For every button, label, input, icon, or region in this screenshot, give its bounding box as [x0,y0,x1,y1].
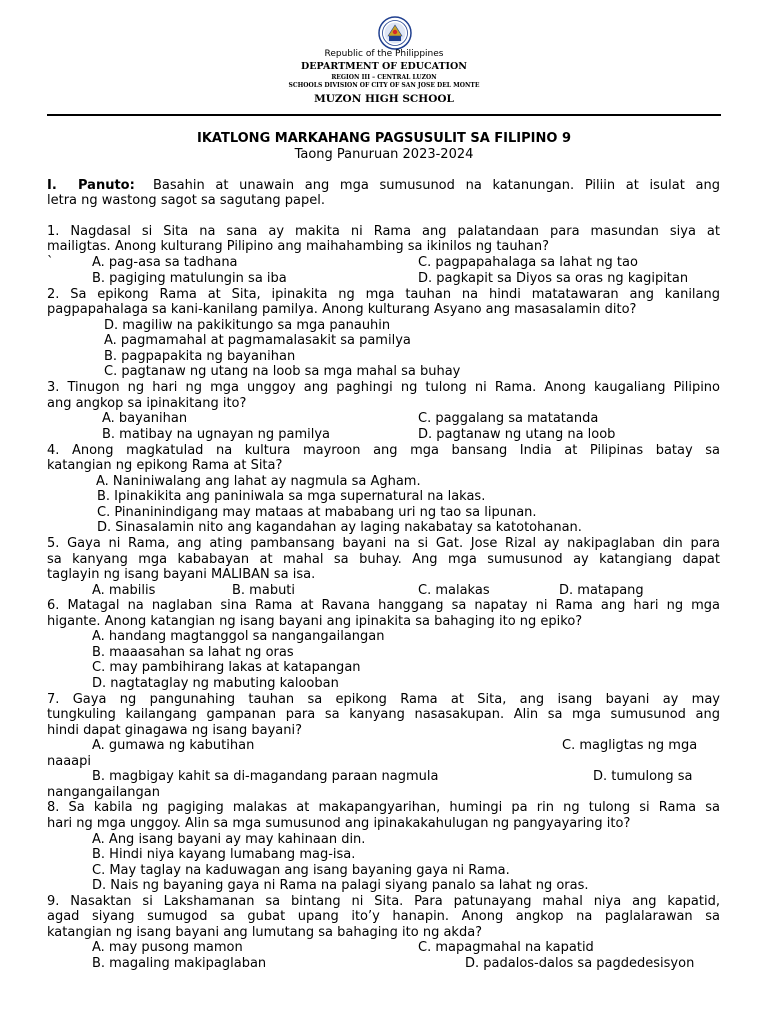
instructions-label: Panuto: [78,178,135,193]
region-line: REGION III – CENTRAL LUZON [331,74,437,81]
q4-option-b: B. Ipinakikita ang paniniwala sa mga supernatural na lakas. [97,489,486,504]
school-year: Taong Panuruan 2023-2024 [294,147,474,162]
q7-option-d-cont: nangangailangan [47,785,161,800]
question-4: 4. Anong magkatulad na kultura mayroon ang mga bansang India at Pilipinas batay sa [47,443,720,458]
q6-option-d: D. nagtataglay ng mabuting kalooban [92,676,339,691]
q5-option-d: D. matapang [559,583,644,598]
question-6-cont: higante. Anong katangian ng isang bayani ang ipinakita sa bahaging ito ng epiko? [47,614,583,629]
q4-option-c: C. Pinaninindigang may mataas at mababang uri ng tao sa lipunan. [97,505,537,520]
question-5-cont: sa kanyang mga kababayan at mahal sa buhay. Ang mga sumusunod ay katangiang dapat [47,552,720,567]
exam-title: IKATLONG MARKAHANG PAGSUSULIT SA FILIPINO 9 [196,131,571,146]
q4-option-a: A. Naniniwalang ang lahat ay nagmula sa Agham. [96,474,421,489]
q1-option-a: A. pag-asa sa tadhana [92,255,238,270]
q7-option-d: D. tumulong sa [593,769,693,784]
question-3: 3. Tinugon ng hari ng mga unggoy ang paghingi ng tulong ni Rama. Anong kaugaliang Pilipino [47,380,720,395]
q1-option-c: C. pagpapahalaga sa lahat ng tao [418,255,638,270]
question-2: 2. Sa epikong Rama at Sita, ipinakita ng mga tauhan na hindi matatawaran ang kanilang [47,287,720,302]
question-7: 7. Gaya ng pangunahing tauhan sa epikong Rama at Sita, ang isang bayani ay may [47,692,720,707]
q7-option-b: B. magbigay kahit sa di-magandang paraan nagmula [92,769,439,784]
question-9-cont: agad siyang sumugod sa gubat upang ito’y hanapin. Anong angkop na paglalarawan sa [47,909,720,924]
q2-option-b: B. pagpapakita ng bayanihan [104,349,296,364]
q3-option-c: C. paggalang sa matatanda [418,411,599,426]
q1-option-b: B. pagiging matulungin sa iba [92,271,287,286]
q2-option-d: D. magiliw na pakikitungo sa mga panauhin [104,318,391,333]
question-1-cont: mailigtas. Anong kulturang Pilipino ang maihahambing sa ikinilos ng tauhan? [47,239,549,254]
q4-option-d: D. Sinasalamin nito ang kagandahan ay laging nakabatay sa katotohanan. [97,520,582,535]
q7-option-c-cont: naaapi [47,754,92,769]
q1-option-d: D. pagkapit sa Diyos sa oras ng kagipitan [418,271,689,286]
header-divider [47,114,721,116]
division-line: SCHOOLS DIVISION OF CITY OF SAN JOSE DEL MONTE [288,82,480,89]
question-3-cont: ang angkop sa ipinakitang ito? [47,396,247,411]
q5-option-a: A. mabilis [92,583,156,598]
question-8: 8. Sa kabila ng pagiging malakas at makapangyarihan, humingi pa rin ng tulong si Rama sa [47,800,720,815]
q5-option-c: C. malakas [418,583,490,598]
question-7-cont2: hindi dapat ginagawa ng isang bayani? [47,723,302,738]
q6-option-c: C. may pambihirang lakas at katapangan [92,660,361,675]
q6-option-b: B. maaasahan sa lahat ng oras [92,645,294,660]
stray-mark: ` [47,255,54,270]
q9-option-a: A. may pusong mamon [92,940,243,955]
q8-option-b: B. Hindi niya kayang lumabang mag-isa. [92,847,356,862]
question-6: 6. Matagal na naglaban sina Rama at Ravana hanggang sa napatay ni Rama ang hari ng mga [47,598,720,613]
question-4-cont: katangian ng epikong Rama at Sita? [47,458,283,473]
q5-option-b: B. mabuti [232,583,296,598]
question-8-cont: hari ng mga unggoy. Alin sa mga sumusunod ang ipinakakahulugan ng pangyayaring ito? [47,816,631,831]
q2-option-a: A. pagmamahal at pagmamalasakit sa pamilya [104,333,411,348]
q7-option-a: A. gumawa ng kabutihan [92,738,255,753]
deped-seal-icon [378,16,412,50]
question-2-cont: pagpapahalaga sa kani-kanilang pamilya. Anong kulturang Asyano ang masasalamin dito? [47,302,637,317]
question-5: 5. Gaya ni Rama, ang ating pambansang bayani na si Gat. Jose Rizal ay nakipaglaban din para [47,536,720,551]
department-line: DEPARTMENT OF EDUCATION [301,61,467,72]
section-number: I. [47,178,57,193]
q9-option-c: C. mapagmahal na kapatid [418,940,594,955]
q2-option-c: C. pagtanaw ng utang na loob sa mga mahal sa buhay [104,364,461,379]
q3-option-a: A. bayanihan [102,411,188,426]
q3-option-d: D. pagtanaw ng utang na loob [418,427,616,442]
q8-option-d: D. Nais ng bayaning gaya ni Rama na palagi siyang panalo sa lahat ng oras. [92,878,589,893]
school-name: MUZON HIGH SCHOOL [314,93,454,105]
instructions-text: Basahin at unawain ang mga sumusunod na katanungan. Piliin at isulat ang [153,178,720,193]
q7-option-c: C. magligtas ng mga [562,738,698,753]
question-9: 9. Nasaktan si Lakshamanan sa bintang ni Sita. Para patunayang mahal niya ang kapatid, [47,894,720,909]
q3-option-b: B. matibay na ugnayan ng pamilya [102,427,331,442]
question-9-cont2: katangian ng isang bayani ang lumutang sa bahaging ito ng akda? [47,925,483,940]
q8-option-a: A. Ang isang bayani ay may kahinaan din. [92,832,366,847]
republic-line: Republic of the Philippines [324,49,444,59]
q9-option-d: D. padalos-dalos sa pagdedesisyon [465,956,695,971]
q8-option-c: C. May taglay na kaduwagan ang isang bayaning gaya ni Rama. [92,863,510,878]
question-5-cont2: taglayin ng isang bayani MALIBAN sa isa. [47,567,316,582]
question-7-cont: tungkuling kailangang gampanan para sa kanyang nasasakupan. Alin sa mga sumusunod ang [47,707,720,722]
q9-option-b: B. magaling makipaglaban [92,956,267,971]
q6-option-a: A. handang magtanggol sa nangangailangan [92,629,385,644]
question-1: 1. Nagdasal si Sita na sana ay makita ni Rama ang palatandaan para masundan siya at [47,224,720,239]
instructions-text-cont: letra ng wastong sagot sa sagutang papel. [47,193,325,208]
